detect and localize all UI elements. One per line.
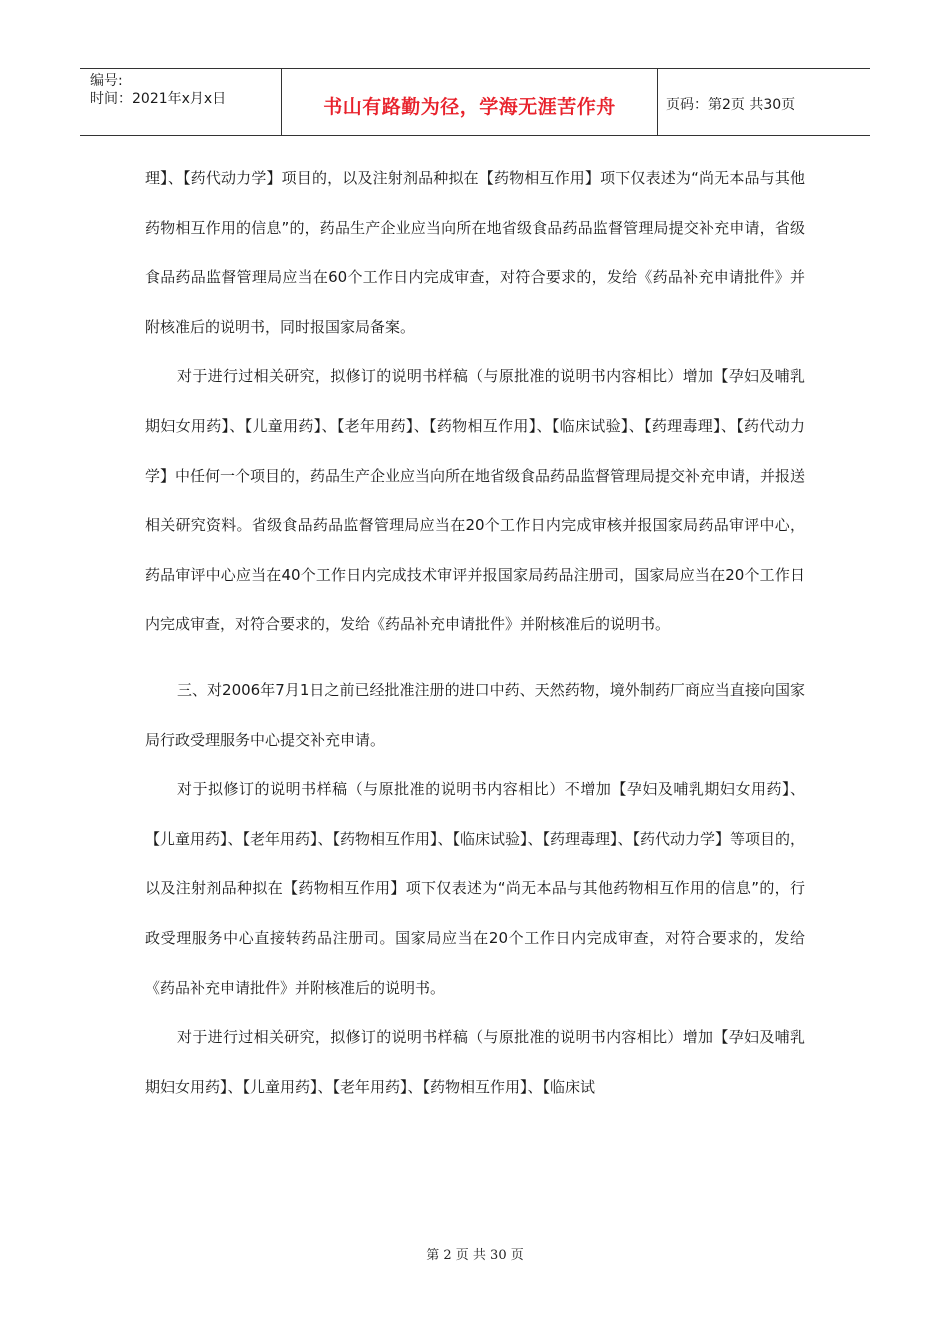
header-meta-cell <box>80 69 282 135</box>
document-time-label: 时间：2021年x月x日 <box>90 91 227 107</box>
body-paragraph: 理】、【药代动力学】项目的，以及注射剂品种拟在【药物相互作用】项下仅表述为“尚无本品与其他药物相互作用的信息”的，药品生产企业应当向所在地省级食品药品监督管理局提交补充申请，省级食品药品监督管理局应当在60个工作日内完成审查，对符合要求的，发给《药品补充申请批件》并附核准后的说明书，同时报国家局备案。 <box>145 169 805 336</box>
header-page-cell <box>658 69 870 135</box>
body-paragraph: 对于拟修订的说明书样稿（与原批准的说明书内容相比）不增加【孕妇及哺乳期妇女用药】、【儿童用药】、【老年用药】、【药物相互作用】、【临床试验】、【药理毒理】、【药代动力学】等项目的，以及注射剂品种拟在【药物相互作用】项下仅表述为“尚无本品与其他药物相互作用的信息”的，行政受理服务中心直接转药品注册司。国家局应当在20个工作日内完成审查，对符合要求的，发给《药品补充申请批件》并附核准后的说明书。 <box>145 780 806 997</box>
page-footer <box>0 1244 950 1263</box>
footer-page-number: 第 2 页 共 30 页 <box>426 1248 524 1263</box>
header-motto: 书山有路勤为径，学海无涯苦作舟 <box>323 95 616 118</box>
page-header <box>80 68 870 136</box>
paragraph-gap <box>145 650 805 666</box>
body-paragraph: 对于进行过相关研究，拟修订的说明书样稿（与原批准的说明书内容相比）增加【孕妇及哺乳期妇女用药】、【儿童用药】、【老年用药】、【药物相互作用】、【临床试验】、【药理毒理】、【药代动力学】中任何一个项目的，药品生产企业应当向所在地省级食品药品监督管理局提交补充申请，并报送相关研究资料。省级食品药品监督管理局应当在20个工作日内完成审核并报国家局药品审评中心，药品审评中心应当在40个工作日内完成技术审评并报国家局药品注册司，国家局应当在20个工作日内完成审查，对符合要求的，发给《药品补充申请批件》并附核准后的说明书。 <box>145 367 806 634</box>
section-three-paragraph: 三、对2006年7月1日之前已经批准注册的进口中药、天然药物，境外制药厂商应当直接向国家局行政受理服务中心提交补充申请。 <box>145 680 805 749</box>
header-motto-cell <box>282 69 658 135</box>
document-number-label: 编号: <box>90 73 123 89</box>
header-page-info: 页码：第2页 共30页 <box>666 97 796 113</box>
body-paragraph: 对于进行过相关研究，拟修订的说明书样稿（与原批准的说明书内容相比）增加【孕妇及哺乳期妇女用药】、【儿童用药】、【老年用药】、【药物相互作用】、【临床试 <box>145 1028 805 1096</box>
document-body <box>145 154 805 1112</box>
